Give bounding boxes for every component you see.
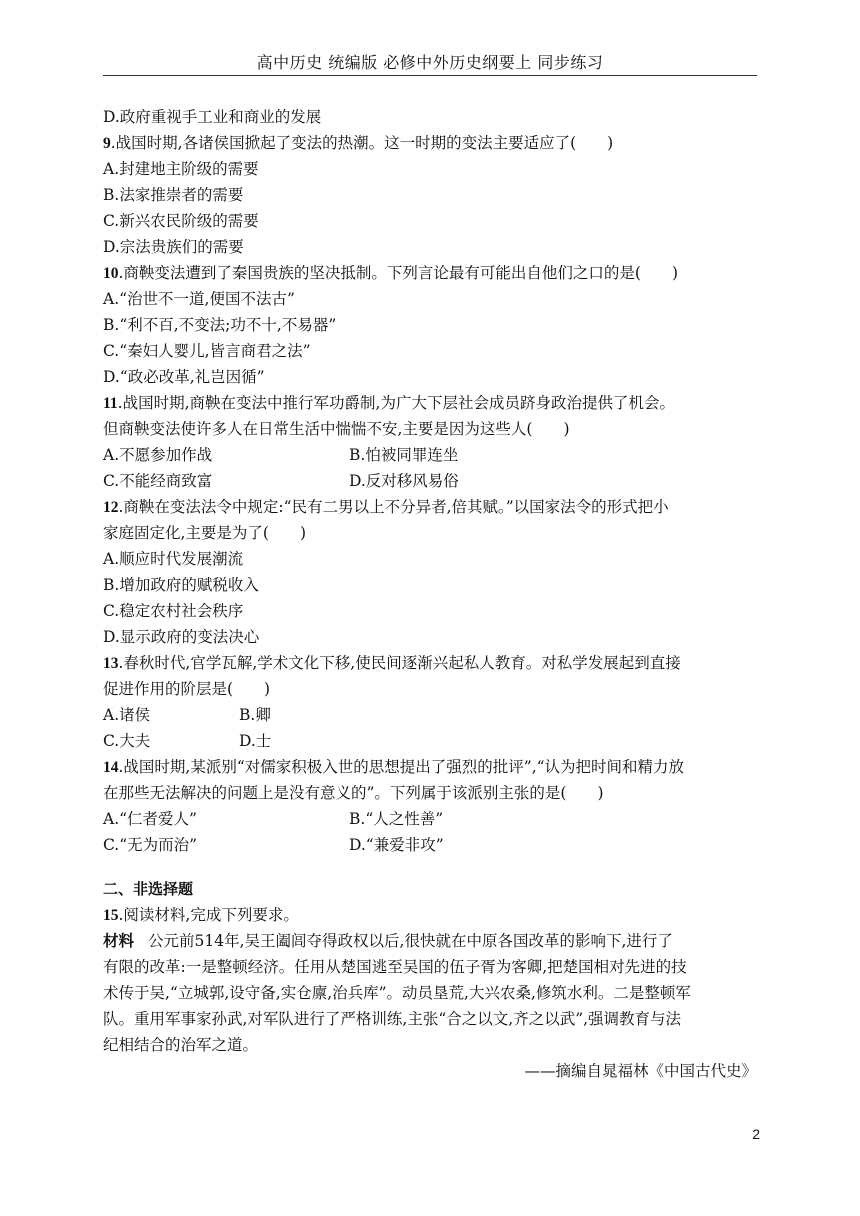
q10-option-c: C.“秦妇人婴儿,皆言商君之法” bbox=[103, 342, 311, 360]
q9-option-d: D.宗法贵族们的需要 bbox=[103, 238, 244, 256]
q12-option-b: B.增加政府的赋税收入 bbox=[103, 576, 259, 594]
q15-material-text-1: 公元前514年,吴王阖闾夺得政权以后,很快就在中原各国改革的影响下,进行了 bbox=[148, 932, 673, 950]
q11-option-a: A.不愿参加作战 bbox=[103, 446, 213, 464]
q15-stem-text: .阅读材料,完成下列要求。 bbox=[118, 906, 299, 924]
q12-option-c: C.稳定农村社会秩序 bbox=[103, 602, 244, 620]
q11-options-row-1 bbox=[103, 442, 763, 468]
q14-option-a: A.“仁者爱人” bbox=[103, 810, 197, 828]
q11-stem-text: .战国时期,商鞅在变法中推行军功爵制,为广大下层社会成员跻身政治提供了机会。 bbox=[117, 394, 675, 412]
q10-option-d: D.“政必改革,礼岂因循” bbox=[103, 368, 265, 386]
q13-options-row-2 bbox=[103, 728, 763, 754]
q14-options-row-1 bbox=[103, 806, 763, 832]
section-spacer bbox=[103, 858, 763, 876]
q9-option-b: B.法家推崇者的需要 bbox=[103, 186, 244, 204]
q14-option-b: B.“人之性善” bbox=[349, 810, 444, 828]
q15-material-label: 材料 bbox=[103, 932, 135, 950]
page-header: 高中历史 统编版 必修中外历史纲要上 同步练习 bbox=[256, 53, 604, 72]
q15-material-line-2: 有限的改革:一是整顿经济。任用从楚国逃至吴国的伍子胥为客卿,把楚国相对先进的技 bbox=[103, 958, 687, 976]
q13-options-row-1 bbox=[103, 702, 763, 728]
q12-stem-continued: 家庭固定化,主要是为了( ) bbox=[103, 524, 307, 542]
q13-option-b: B.卿 bbox=[239, 706, 271, 724]
q15-material-line-4: 队。重用军事家孙武,对军队进行了严格训练,主张“合之以文,齐之以武”,强调教育与法 bbox=[103, 1010, 682, 1028]
q10-number: 10 bbox=[103, 265, 119, 282]
q13-stem-continued: 促进作用的阶层是( ) bbox=[103, 680, 271, 698]
q10-stem-text: .商鞅变法遭到了秦国贵族的坚决抵制。下列言论最有可能出自他们之口的是( ) bbox=[118, 264, 679, 282]
q13-stem-text: .春秋时代,官学瓦解,学术文化下移,使民间逐渐兴起私人教育。对私学发展起到直接 bbox=[118, 654, 681, 672]
q11-number: 11 bbox=[103, 395, 118, 412]
q11-option-b: B.怕被同罪连坐 bbox=[349, 446, 459, 464]
document-body bbox=[103, 104, 763, 1084]
q12-stem bbox=[103, 494, 763, 520]
header-divider bbox=[103, 75, 757, 76]
q10-option-a: A.“治世不一道,便国不法古” bbox=[103, 290, 295, 308]
q12-stem-text: .商鞅在变法法令中规定:“民有二男以上不分异者,倍其赋。”以国家法令的形式把小 bbox=[118, 498, 669, 516]
q10-option-b: B.“利不百,不变法;功不十,不易器” bbox=[103, 316, 337, 334]
q11-options-row-2 bbox=[103, 468, 763, 494]
q11-stem-continued: 但商鞅变法使许多人在日常生活中惴惴不安,主要是因为这些人( ) bbox=[103, 420, 570, 438]
q15-material-line-3: 术传于吴,“立城郭,设守备,实仓廪,治兵库”。动员垦荒,大兴农桑,修筑水利。二是整顿军 bbox=[103, 984, 691, 1002]
q13-stem bbox=[103, 650, 763, 676]
q10-stem bbox=[103, 260, 763, 286]
q9-option-c: C.新兴农民阶级的需要 bbox=[103, 212, 259, 230]
q15-stem bbox=[103, 902, 763, 928]
q9-stem bbox=[103, 130, 763, 156]
q15-number: 15 bbox=[103, 907, 119, 924]
q14-option-d: D.“兼爱非攻” bbox=[349, 836, 444, 854]
q11-stem bbox=[103, 390, 763, 416]
q8-option-d: D.政府重视手工业和商业的发展 bbox=[103, 108, 322, 126]
q12-number: 12 bbox=[103, 499, 119, 516]
q11-option-c: C.不能经商致富 bbox=[103, 472, 213, 490]
q9-option-a: A.封建地主阶级的需要 bbox=[103, 160, 259, 178]
q14-number: 14 bbox=[103, 759, 119, 776]
q13-option-d: D.士 bbox=[239, 732, 272, 750]
q9-stem-text: .战国时期,各诸侯国掀起了变法的热潮。这一时期的变法主要适应了( ) bbox=[110, 134, 614, 152]
q14-option-c: C.“无为而治” bbox=[103, 836, 198, 854]
q14-stem-text: .战国时期,某派别“对儒家积极入世的思想提出了强烈的批评”,“认为把时间和精力放 bbox=[118, 758, 685, 776]
q13-option-a: A.诸侯 bbox=[103, 706, 151, 724]
q15-source: ——摘编自晁福林《中国古代史》 bbox=[524, 1062, 757, 1080]
q12-option-d: D.显示政府的变法决心 bbox=[103, 628, 260, 646]
q15-material-line-5: 纪相结合的治军之道。 bbox=[103, 1036, 259, 1054]
section-2-title: 二、非选择题 bbox=[103, 880, 194, 898]
q9-number: 9 bbox=[103, 135, 111, 152]
page-number: 2 bbox=[752, 1126, 760, 1142]
q12-option-a: A.顺应时代发展潮流 bbox=[103, 550, 244, 568]
q14-stem-continued: 在那些无法解决的问题上是没有意义的”。下列属于该派别主张的是( ) bbox=[103, 784, 604, 802]
q13-number: 13 bbox=[103, 655, 119, 672]
q11-option-d: D.反对移风易俗 bbox=[349, 472, 459, 490]
q13-option-c: C.大夫 bbox=[103, 732, 151, 750]
q14-stem bbox=[103, 754, 763, 780]
q14-options-row-2 bbox=[103, 832, 763, 858]
q15-material-line-1 bbox=[103, 928, 763, 954]
